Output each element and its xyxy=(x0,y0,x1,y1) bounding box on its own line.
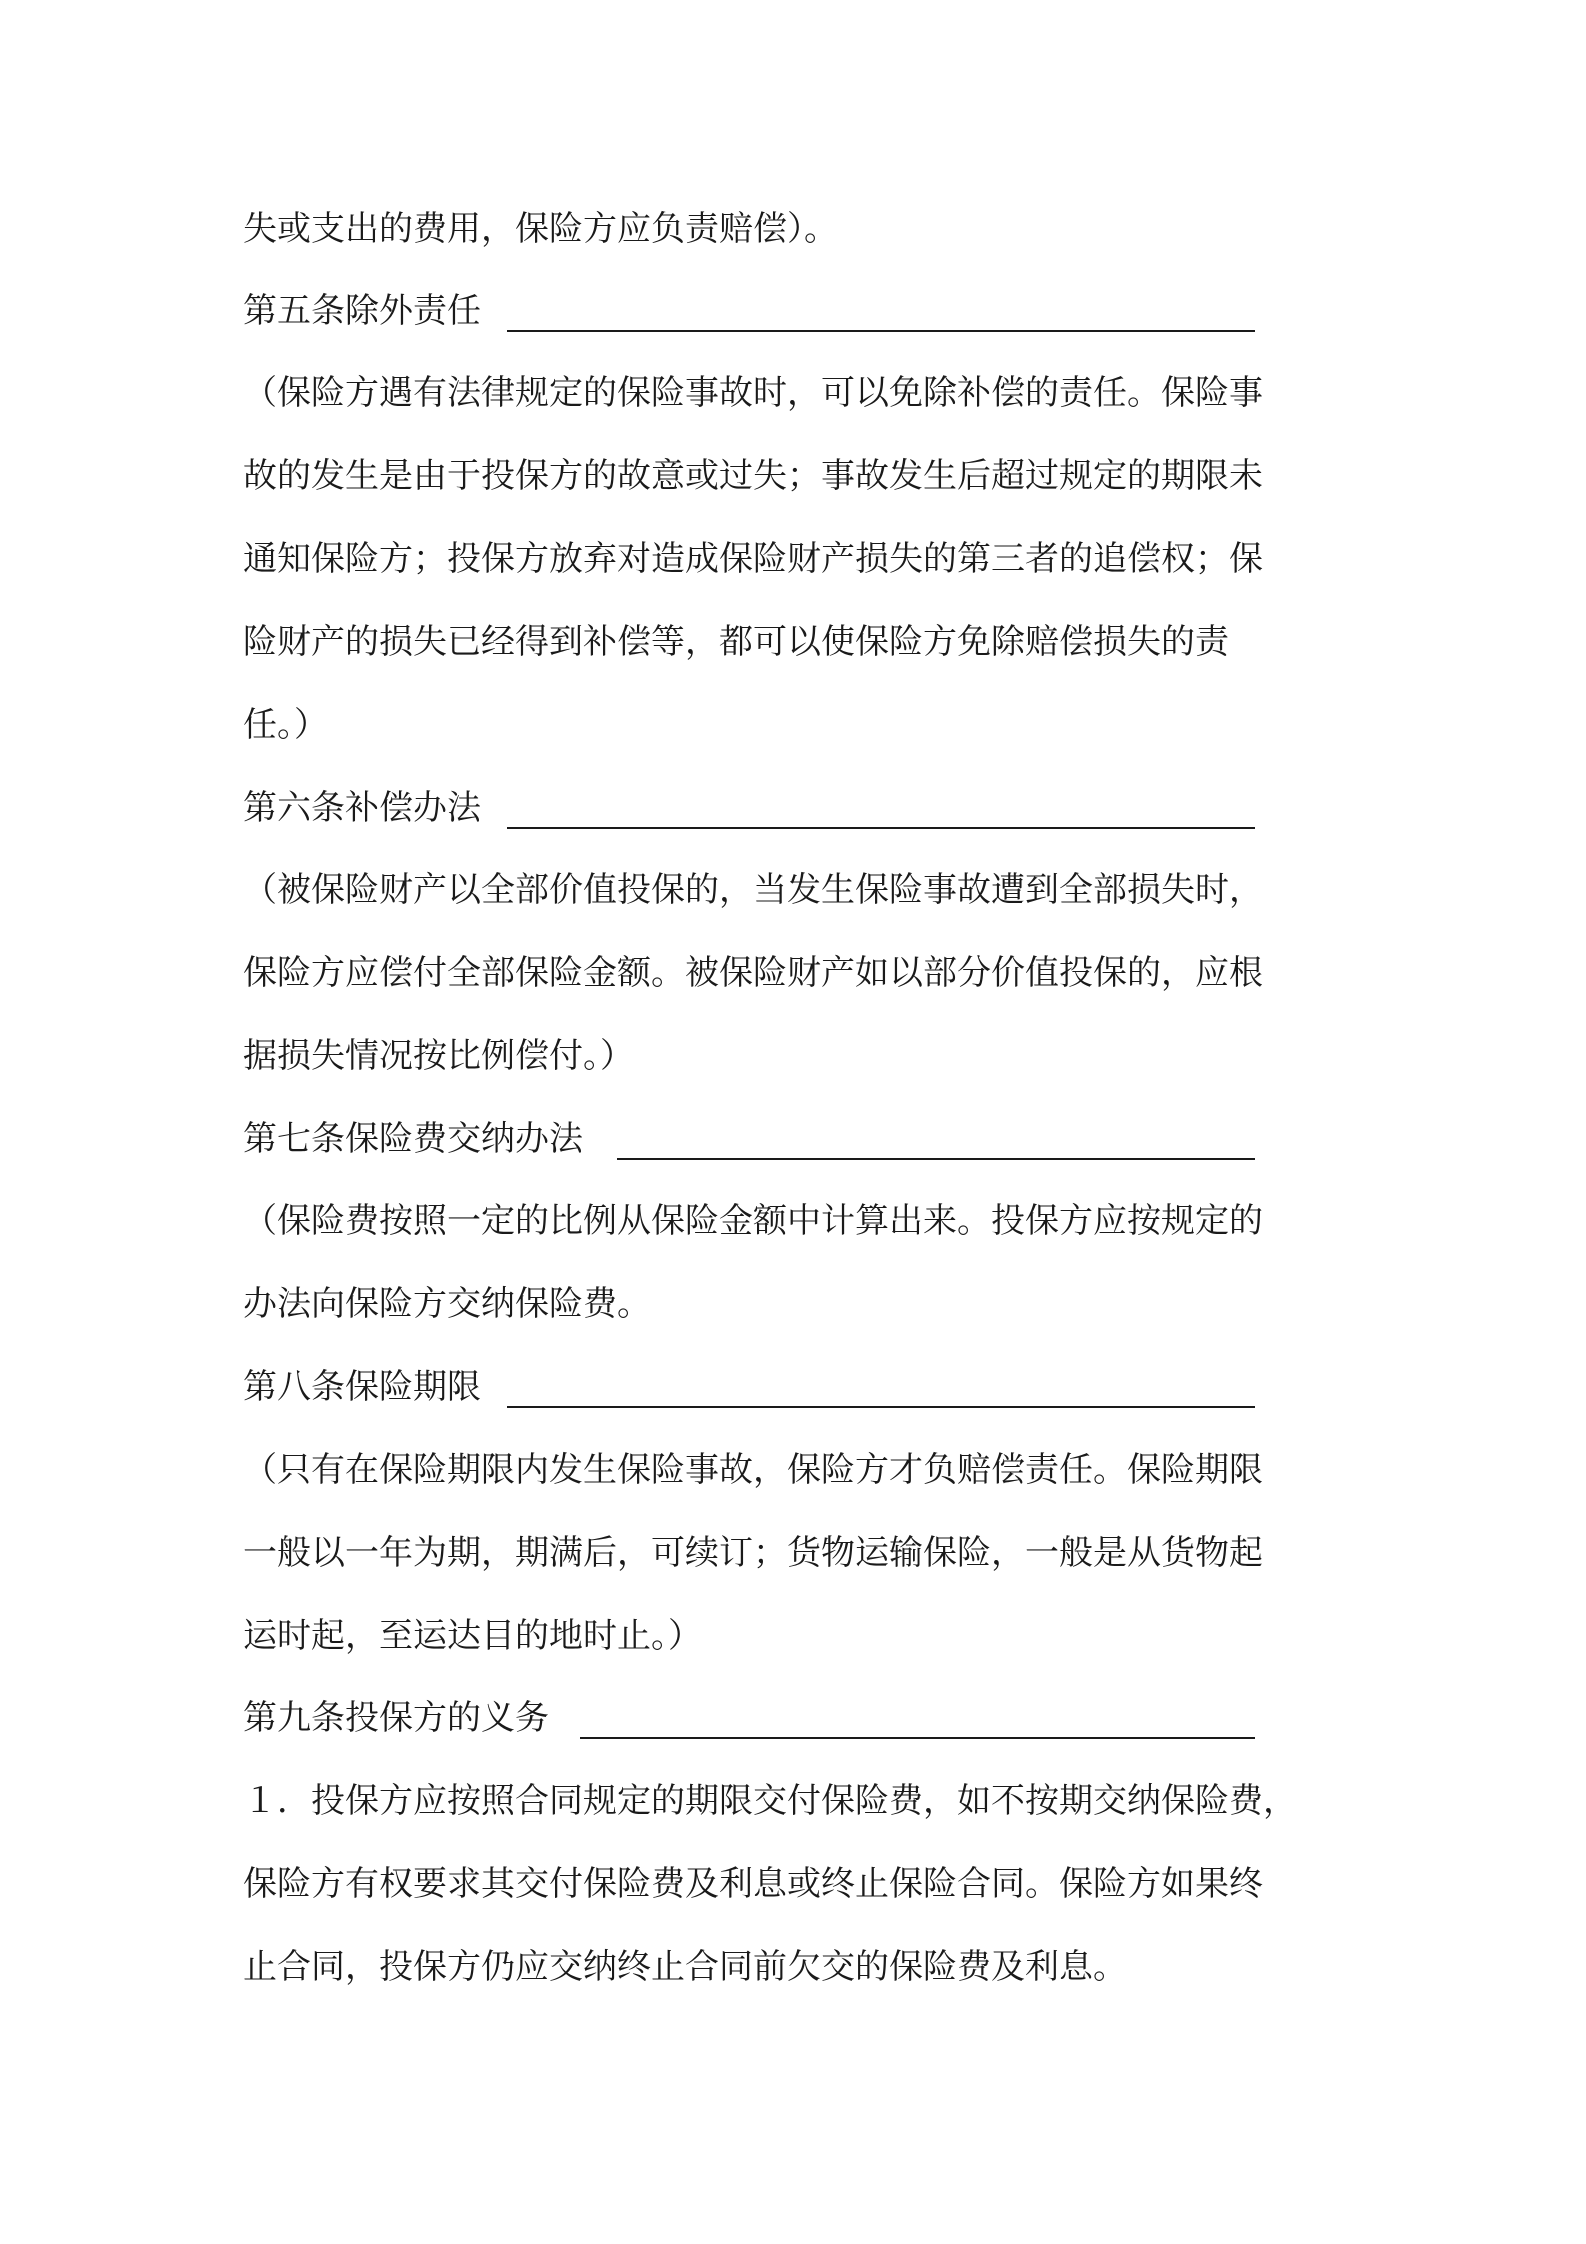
fill-in-blank-line xyxy=(580,1737,1255,1739)
text-line: 保险方有权要求其交付保险费及利息或终止保险合同。保险方如果终 xyxy=(243,1864,1263,1904)
article-7-heading: 第七条保险费交纳办法 xyxy=(243,1119,583,1159)
article-5-heading: 第五条除外责任 xyxy=(243,291,481,331)
text-line: （只有在保险期限内发生保险事故，保险方才负赔偿责任。保险期限 xyxy=(243,1450,1263,1490)
text-line: （保险费按照一定的比例从保险金额中计算出来。投保方应按规定的 xyxy=(243,1201,1263,1241)
article-8-heading: 第八条保险期限 xyxy=(243,1367,481,1407)
text-line: （被保险财产以全部价值投保的，当发生保险事故遭到全部损失时， xyxy=(243,870,1263,910)
text-line: 据损失情况按比例偿付。） xyxy=(243,1036,634,1076)
text-line: 故的发生是由于投保方的故意或过失；事故发生后超过规定的期限未 xyxy=(243,456,1263,496)
fill-in-blank-line xyxy=(507,330,1255,332)
text-line: １．投保方应按照合同规定的期限交付保险费，如不按期交纳保险费， xyxy=(243,1781,1297,1821)
text-line: 一般以一年为期，期满后，可续订；货物运输保险，一般是从货物起 xyxy=(243,1533,1263,1573)
text-line: 办法向保险方交纳保险费。 xyxy=(243,1284,651,1324)
text-line: 险财产的损失已经得到补偿等，都可以使保险方免除赔偿损失的责 xyxy=(243,622,1229,662)
article-6-heading: 第六条补偿办法 xyxy=(243,788,481,828)
article-9-heading: 第九条投保方的义务 xyxy=(243,1698,549,1738)
text-line: 失或支出的费用，保险方应负责赔偿）。 xyxy=(243,209,838,249)
text-line: 保险方应偿付全部保险金额。被保险财产如以部分价值投保的，应根 xyxy=(243,953,1263,993)
text-line: （保险方遇有法律规定的保险事故时，可以免除补偿的责任。保险事 xyxy=(243,373,1263,413)
text-line: 运时起，至运达目的地时止。） xyxy=(243,1616,702,1656)
fill-in-blank-line xyxy=(507,1406,1255,1408)
fill-in-blank-line xyxy=(507,827,1255,829)
fill-in-blank-line xyxy=(617,1158,1255,1160)
text-line: 通知保险方；投保方放弃对造成保险财产损失的第三者的追偿权；保 xyxy=(243,539,1263,579)
text-line: 任。） xyxy=(243,705,328,745)
text-line: 止合同，投保方仍应交纳终止合同前欠交的保险费及利息。 xyxy=(243,1947,1127,1987)
